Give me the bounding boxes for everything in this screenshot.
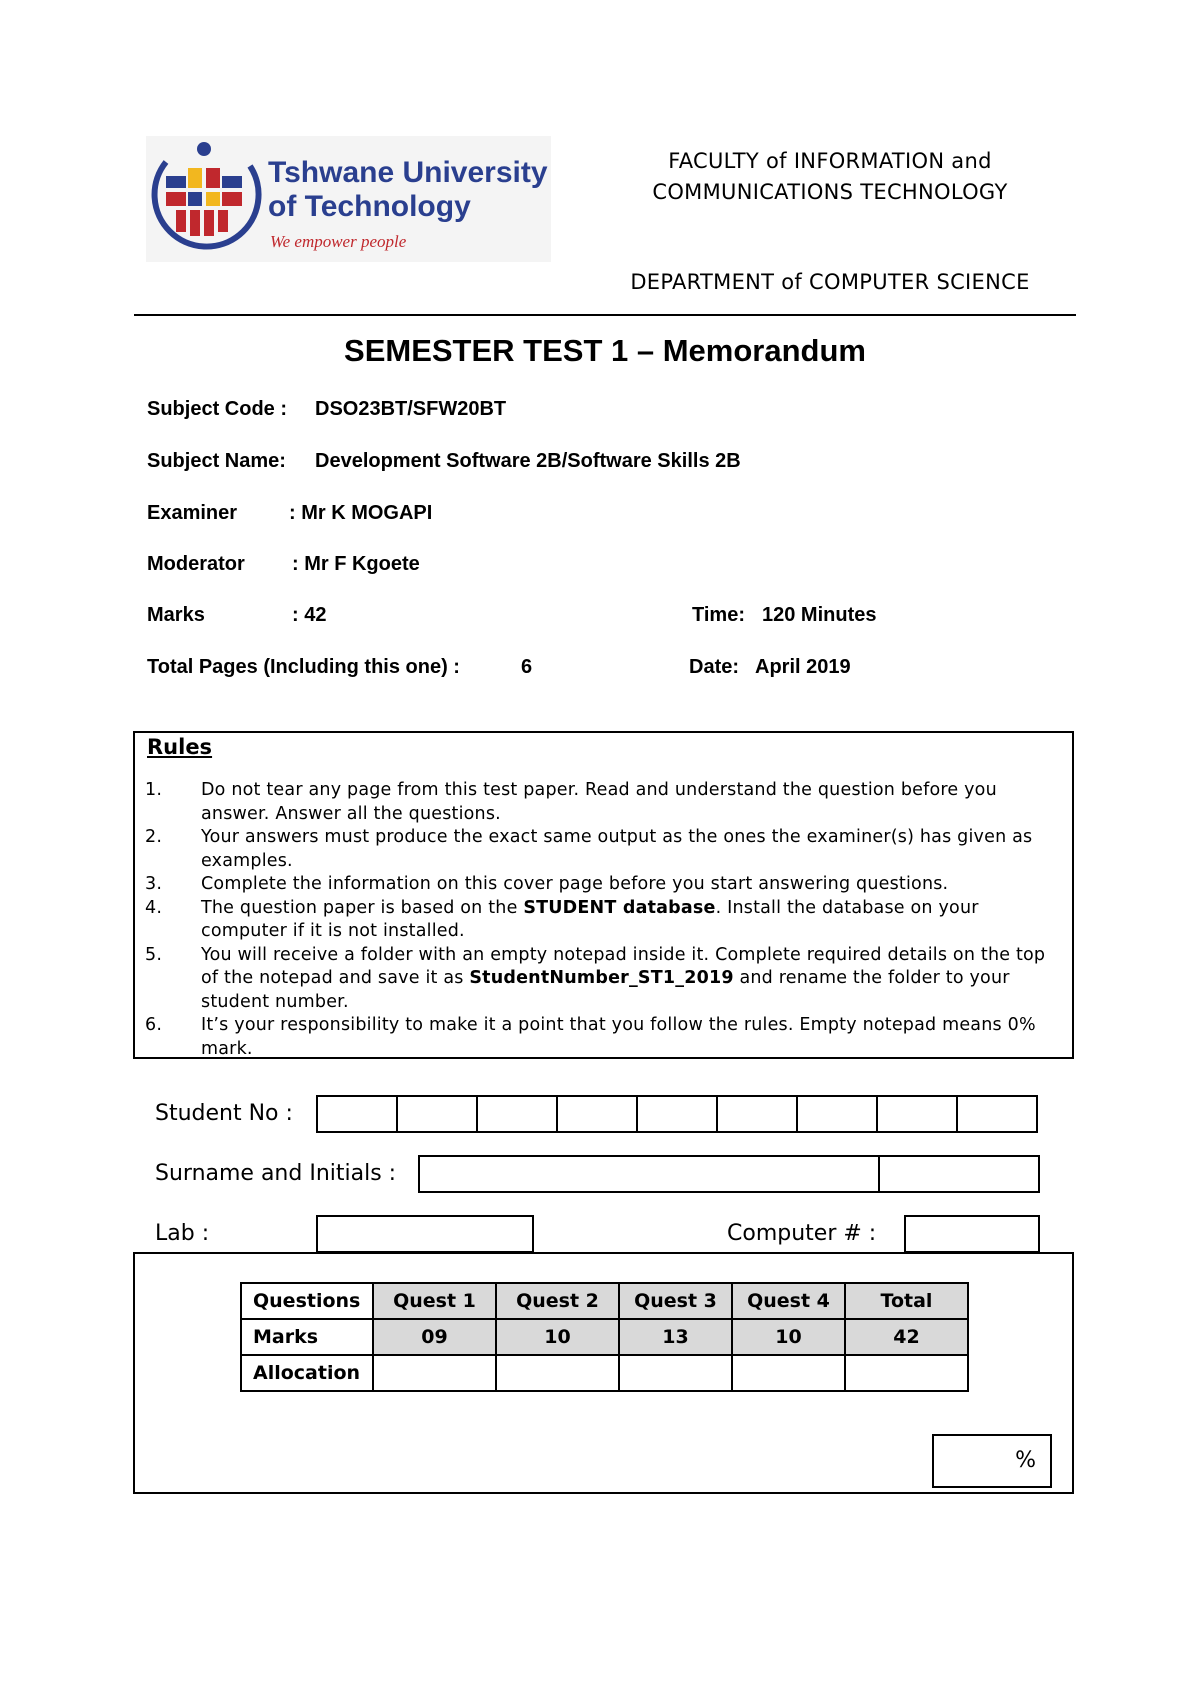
rule-text: The question paper is based on the [201, 897, 524, 918]
student-no-digit-box[interactable] [316, 1095, 398, 1133]
student-no-digit-box[interactable] [556, 1095, 638, 1133]
moderator-value: : Mr F Kgoete [292, 553, 420, 575]
rules-title: Rules [147, 735, 213, 759]
table-cell-allocation[interactable] [496, 1355, 619, 1391]
rule-item [145, 1014, 1060, 1061]
rule-number: 2. [145, 827, 163, 847]
department-heading: DEPARTMENT of COMPUTER SCIENCE [630, 270, 1030, 294]
surname-label: Surname and Initials : [155, 1161, 397, 1186]
student-no-digit-box[interactable] [396, 1095, 478, 1133]
moderator-row [147, 553, 420, 576]
lab-label: Lab : [155, 1221, 210, 1246]
rule-number: 5. [145, 944, 163, 965]
student-no-digit-box[interactable] [796, 1095, 878, 1133]
table-row-allocation [241, 1355, 968, 1391]
lab-box [318, 1215, 534, 1253]
table-row-marks [241, 1319, 968, 1355]
rule-text: It’s your responsibility to make it a point that you follow the rules. Empty notepad means 0% mark. [201, 1015, 1036, 1059]
marks-label: Marks [147, 604, 205, 626]
rule-text: You will receive a folder with an empty notepad inside it. Complete required details on the top of the notepad and save it as [201, 944, 1046, 988]
marks-value: : 42 [292, 604, 327, 626]
logo-tagline: We empower people [270, 232, 407, 251]
total-pages-label: Total Pages (Including this one) : [147, 656, 460, 678]
time-value: 120 Minutes [762, 604, 877, 626]
table-cell-marks: 10 [732, 1319, 845, 1355]
examiner-value: : Mr K MOGAPI [289, 502, 433, 524]
rule-number: 6. [145, 1015, 163, 1035]
subject-code-row [147, 398, 506, 421]
logo-name-line1: Tshwane University [268, 156, 548, 189]
rule-item [145, 826, 1060, 873]
total-pages-row [147, 656, 532, 679]
table-col-header: Quest 4 [732, 1283, 845, 1319]
marks-allocation-table [240, 1282, 969, 1392]
table-cell-allocation[interactable] [373, 1355, 496, 1391]
computer-label: Computer # : [727, 1221, 877, 1246]
rule-text: . Install the database on your computer if it is not installed. [201, 897, 979, 941]
percentage-box[interactable] [932, 1434, 1052, 1488]
initials-field[interactable] [878, 1155, 1040, 1193]
rule-item [145, 897, 1060, 944]
subject-code-label: Subject Code : [147, 398, 288, 420]
rule-emphasis: STUDENT database [523, 897, 716, 918]
percent-symbol: % [1015, 1448, 1036, 1473]
rule-number: 1. [145, 780, 163, 800]
table-cell-marks: 09 [373, 1319, 496, 1355]
examiner-row [147, 502, 432, 525]
student-no-digit-box[interactable] [956, 1095, 1038, 1133]
time-label: Time: [692, 604, 745, 626]
subject-name-label: Subject Name: [147, 450, 286, 472]
examiner-label: Examiner [147, 502, 238, 524]
subject-code-value: DSO23BT/SFW20BT [315, 398, 507, 420]
rule-text: Complete the information on this cover page before you start answering questions. [201, 874, 949, 894]
date-row [689, 656, 851, 679]
rule-text: and rename the folder to your student number. [201, 968, 1010, 1012]
surname-boxes [420, 1155, 1040, 1193]
logo-name-line2: of Technology [268, 190, 471, 223]
header-divider [134, 314, 1076, 316]
table-col-header: Quest 1 [373, 1283, 496, 1319]
student-no-label: Student No : [155, 1101, 293, 1126]
total-pages-value: 6 [521, 656, 533, 678]
table-cell-allocation[interactable] [619, 1355, 732, 1391]
subject-name-value: Development Software 2B/Software Skills 2B [315, 450, 741, 472]
page-title: SEMESTER TEST 1 – Memorandum [344, 333, 866, 368]
university-logo [146, 136, 551, 262]
computer-number-field[interactable] [904, 1215, 1040, 1253]
rule-emphasis: StudentNumber_ST1_2019 [469, 968, 734, 988]
student-no-digit-box[interactable] [476, 1095, 558, 1133]
table-cell-allocation[interactable] [845, 1355, 968, 1391]
logo-emblem-icon [146, 136, 266, 262]
student-no-digit-box[interactable] [636, 1095, 718, 1133]
lab-field[interactable] [316, 1215, 534, 1253]
rules-box [133, 731, 1074, 1059]
rule-item [145, 873, 1060, 897]
student-no-digit-box[interactable] [876, 1095, 958, 1133]
table-col-header: Quest 2 [496, 1283, 619, 1319]
rule-item [145, 779, 1060, 826]
surname-field[interactable] [418, 1155, 880, 1193]
rule-text: Your answers must produce the exact same output as the ones the examiner(s) has given as examples. [201, 827, 1033, 871]
faculty-line1: FACULTY of INFORMATION and [668, 149, 992, 173]
table-cell-marks: 13 [619, 1319, 732, 1355]
rule-number: 4. [145, 897, 163, 918]
student-no-boxes [318, 1095, 1038, 1133]
faculty-heading [620, 146, 1040, 208]
moderator-label: Moderator [147, 553, 245, 575]
time-row [692, 604, 876, 627]
faculty-line2: COMMUNICATIONS TECHNOLOGY [652, 180, 1008, 204]
computer-box [906, 1215, 1040, 1253]
table-row-head-marks: Marks [241, 1319, 373, 1355]
table-cell-allocation[interactable] [732, 1355, 845, 1391]
subject-name-row [147, 450, 741, 473]
table-cell-marks: 42 [845, 1319, 968, 1355]
marks-row [147, 604, 326, 627]
rules-list [145, 779, 1060, 1061]
table-cell-marks: 10 [496, 1319, 619, 1355]
table-row-head-questions: Questions [241, 1283, 373, 1319]
table-row-head-allocation: Allocation [241, 1355, 373, 1391]
rule-text: Do not tear any page from this test paper. Read and understand the question before you answer. Answer all the questions. [201, 780, 997, 824]
rule-item [145, 944, 1060, 1015]
student-no-digit-box[interactable] [716, 1095, 798, 1133]
table-col-header: Quest 3 [619, 1283, 732, 1319]
rule-number: 3. [145, 874, 163, 894]
table-header-row [241, 1283, 968, 1319]
date-value: April 2019 [755, 656, 851, 678]
date-label: Date: [689, 656, 740, 678]
table-col-header: Total [845, 1283, 968, 1319]
